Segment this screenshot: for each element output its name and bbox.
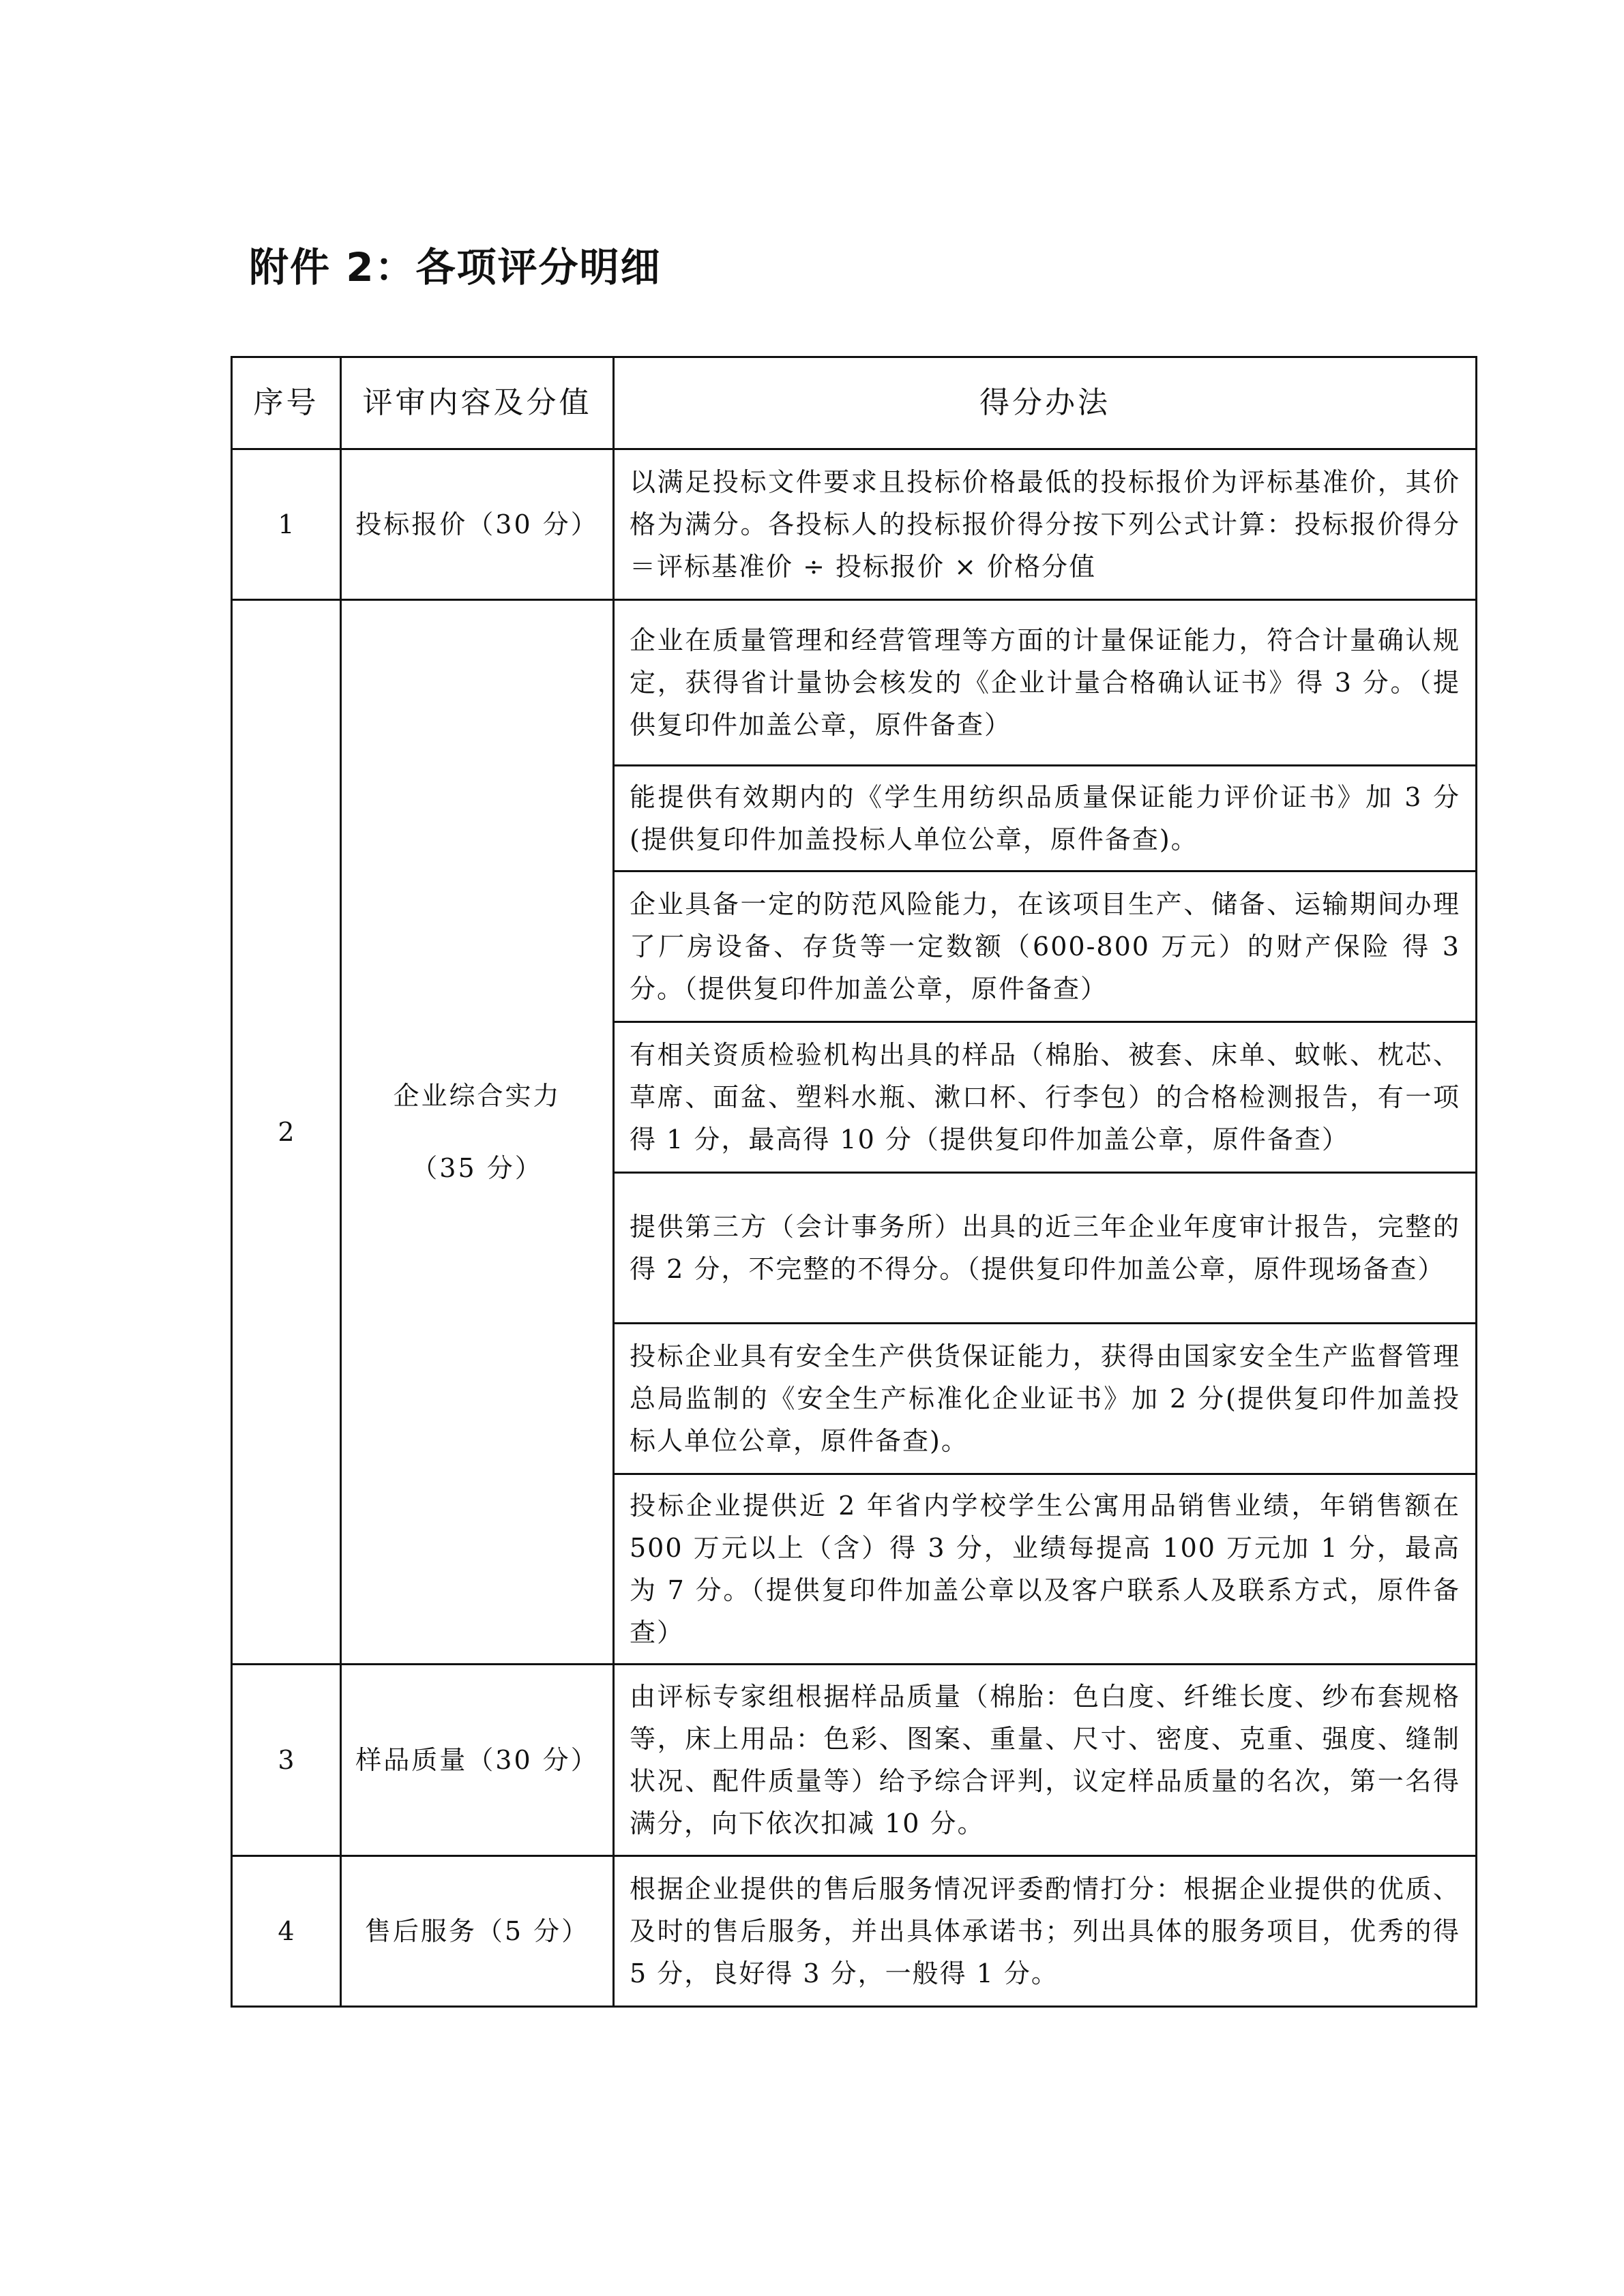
row-method: 企业具备一定的防范风险能力，在该项目生产、储备、运输期间办理了厂房设备、存货等一定数额（600-800 万元）的财产保险 得 3 分。（提供复印件加盖公章，原件备查） (614, 871, 1477, 1022)
row-method: 企业在质量管理和经营管理等方面的计量保证能力，符合计量确认规定，获得省计量协会核发的《企业计量合格确认证书》得 3 分。（提供复印件加盖公章，原件备查） (614, 600, 1477, 766)
table-header-row (232, 357, 1477, 449)
row-seq: 2 (232, 600, 341, 1665)
row-method: 以满足投标文件要求且投标价格最低的投标报价为评标基准价，其价格为满分。各投标人的投标报价得分按下列公式计算：投标报价得分＝评标基准价 ÷ 投标报价 × 价格分值 (614, 449, 1477, 600)
row-method: 根据企业提供的售后服务情况评委酌情打分：根据企业提供的优质、及时的售后服务，并出具体承诺书；列出具体的服务项目，优秀的得 5 分，良好得 3 分，一般得 1 分。 (614, 1856, 1477, 2007)
header-method: 得分办法 (614, 357, 1477, 449)
row-item (341, 449, 614, 600)
table-row (232, 600, 1477, 766)
row-item-label: 售后服务（5 分） (364, 1916, 590, 1946)
scoring-table (231, 356, 1477, 2008)
row-item (341, 1856, 614, 2007)
row-method: 由评标专家组根据样品质量（棉胎：色白度、纤维长度、纱布套规格等，床上用品：色彩、图案、重量、尺寸、密度、克重、强度、缝制状况、配件质量等）给予综合评判，议定样品质量的名次，第一名得满分，向下依次扣减 10 分。 (614, 1665, 1477, 1856)
header-seq: 序号 (232, 357, 341, 449)
row-item (341, 600, 614, 1665)
row-item (341, 1665, 614, 1856)
row-seq: 4 (232, 1856, 341, 2007)
page-title: 附件 2：各项评分明细 (249, 244, 662, 290)
row-method: 投标企业具有安全生产供货保证能力，获得由国家安全生产监督管理总局监制的《安全生产标准化企业证书》加 2 分(提供复印件加盖投标人单位公章，原件备查)。 (614, 1324, 1477, 1474)
table-row (232, 1665, 1477, 1856)
row-item-label: 样品质量（30 分） (355, 1745, 599, 1775)
row-method: 提供第三方（会计事务所）出具的近三年企业年度审计报告，完整的得 2 分，不完整的不得分。（提供复印件加盖公章，原件现场备查） (614, 1173, 1477, 1324)
row-item-label: 投标报价（30 分） (355, 509, 599, 539)
row-item-score: （35 分） (411, 1153, 543, 1183)
table-row (232, 1856, 1477, 2007)
table-row (232, 449, 1477, 600)
row-method: 能提供有效期内的《学生用纺织品质量保证能力评价证书》加 3 分(提供复印件加盖投标人单位公章，原件备查)。 (614, 766, 1477, 871)
row-method: 有相关资质检验机构出具的样品（棉胎、被套、床单、蚊帐、枕芯、草席、面盆、塑料水瓶、漱口杯、行李包）的合格检测报告，有一项得 1 分，最高得 10 分（提供复印件加盖公章，原件备查） (614, 1022, 1477, 1173)
row-item-label: 企业综合实力 (393, 1081, 561, 1111)
row-method: 投标企业提供近 2 年省内学校学生公寓用品销售业绩，年销售额在 500 万元以上（含）得 3 分，业绩每提高 100 万元加 1 分，最高为 7 分。（提供复印件加盖公章以及客户联系人及联系方式，原件备查） (614, 1474, 1477, 1665)
row-seq: 1 (232, 449, 341, 600)
row-seq: 3 (232, 1665, 341, 1856)
header-item: 评审内容及分值 (341, 357, 614, 449)
